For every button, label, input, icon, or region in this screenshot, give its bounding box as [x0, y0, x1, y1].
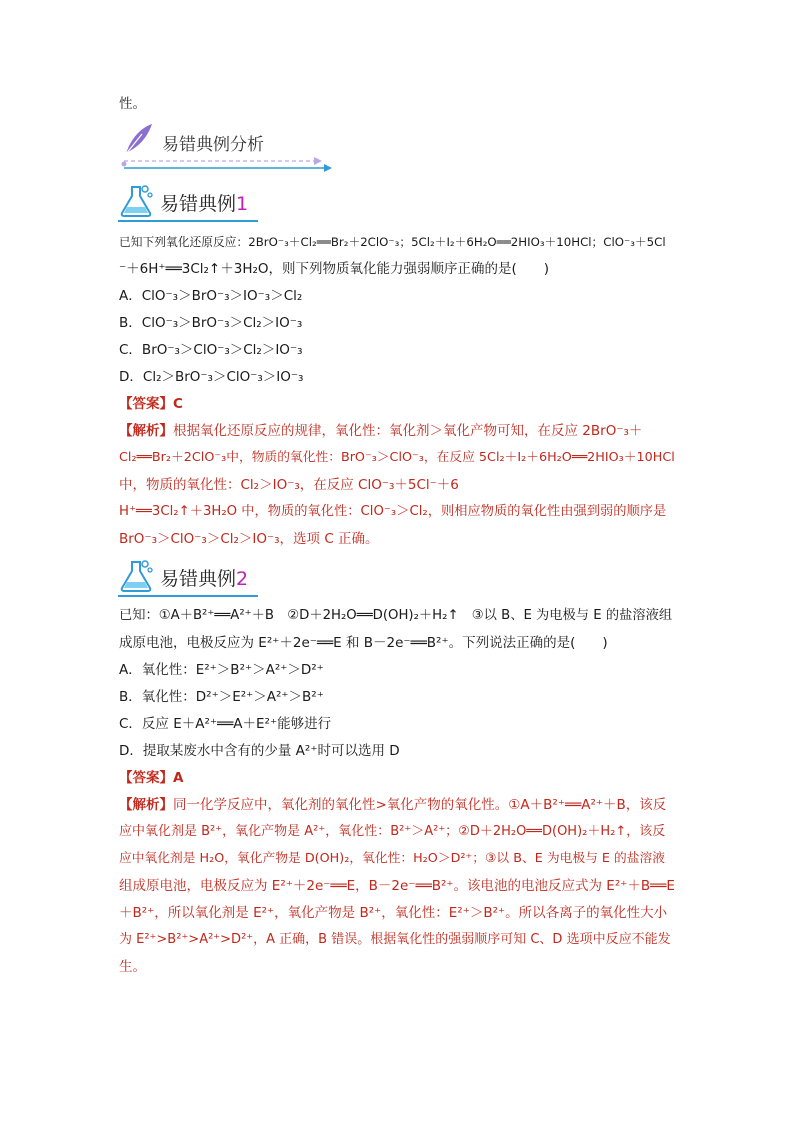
example2-answer [119, 768, 183, 788]
example1-question-line: ⁻＋6H⁺══3Cl₂↑＋3H₂O，则下列物质氧化能力强弱顺序正确的是( ) [119, 261, 550, 277]
answer-value: A [173, 770, 184, 786]
example2-option-c: C．反应 E＋A²⁺══A＋E²⁺能够进行 [119, 716, 332, 732]
example1-option-b: B．ClO⁻₃＞BrO⁻₃＞Cl₂＞IO⁻₃ [119, 315, 303, 331]
example2-question-line: 成原电池，电极反应为 E²⁺＋2e⁻══E 和 B－2e⁻══B²⁺。下列说法正确的是( ) [119, 635, 608, 651]
answer-label: 【答案】 [119, 770, 173, 786]
example2-label: 易错典例 [160, 568, 237, 590]
example1-analysis-line: 【解析】根据氧化还原反应的规律，氧化性：氧化剂＞氧化产物可知，在反应 2BrO⁻₃＋ [119, 423, 643, 439]
example2-analysis-line: 组成原电池，电极反应为 E²⁺＋2e⁻══E，B－2e⁻══B²⁺。该电池的电池反应式为 E²⁺＋B══E [119, 878, 675, 894]
analysis-label: 【解析】 [119, 423, 173, 439]
flask-icon [118, 183, 156, 219]
section-title: 易错典例分析 [162, 135, 264, 155]
example2-analysis-line: ＋B²⁺，所以氧化剂是 E²⁺，氧化产物是 B²⁺，氧化性：E²⁺＞B²⁺。所以各离子的氧化性大小 [119, 905, 668, 921]
example2-analysis-line: 应中氧化剂是 H₂O，氧化产物是 D(OH)₂，氧化性：H₂O＞D²⁺；③以 B、E 为电极与 E 的盐溶液 [119, 851, 665, 866]
analysis-label: 【解析】 [119, 797, 173, 813]
example1-analysis-line: BrO⁻₃＞ClO⁻₃＞Cl₂＞IO⁻₃，选项 C 正确。 [119, 531, 379, 547]
example2-option-b: B．氧化性：D²⁺＞E²⁺＞A²⁺＞B²⁺ [119, 689, 324, 705]
example2-underline [118, 595, 258, 597]
section-banner [118, 120, 333, 172]
example2-option-a: A．氧化性：E²⁺＞B²⁺＞A²⁺＞D²⁺ [119, 662, 324, 678]
example1-heading [118, 183, 263, 223]
example2-analysis-line: 应中氧化剂是 B²⁺，氧化产物是 A²⁺，氧化性：B²⁺＞A²⁺；②D＋2H₂O══D(OH)₂＋H₂↑，该反 [119, 824, 666, 839]
flask-icon [118, 558, 156, 594]
example1-underline [118, 220, 258, 222]
example1-label: 易错典例 [160, 193, 237, 215]
banner-arrow-line [118, 156, 333, 172]
example1-option-a: A．ClO⁻₃＞BrO⁻₃＞IO⁻₃＞Cl₂ [119, 288, 303, 304]
example1-analysis-line: Cl₂══Br₂＋2ClO⁻₃中，物质的氧化性：BrO⁻₃＞ClO⁻₃，在反应 5Cl₂＋I₂＋6H₂O══2HIO₃＋10HCl [119, 450, 675, 465]
example2-number: 2 [236, 568, 249, 590]
top-fragment: 性。 [119, 96, 146, 112]
answer-value: C [173, 396, 183, 412]
example1-option-d: D．Cl₂＞BrO⁻₃＞ClO⁻₃＞IO⁻₃ [119, 369, 304, 385]
example2-analysis-line: 【解析】同一化学反应中，氧化剂的氧化性>氧化产物的氧化性。①A＋B²⁺══A²⁺＋B，该反 [119, 797, 667, 813]
example2-analysis-line: 生。 [119, 959, 146, 975]
example1-option-c: C．BrO⁻₃＞ClO⁻₃＞Cl₂＞IO⁻₃ [119, 342, 303, 358]
example1-number: 1 [236, 193, 249, 215]
example1-analysis-line: H⁺══3Cl₂↑＋3H₂O 中，物质的氧化性：ClO⁻₃＞Cl₂，则相应物质的氧化性由强到弱的顺序是 [119, 504, 667, 519]
example2-heading [118, 558, 263, 598]
example2-question-line: 已知：①A＋B²⁺══A²⁺＋B ②D＋2H₂O══D(OH)₂＋H₂↑ ③以 B、E 为电极与 E 的盐溶液组 [119, 608, 673, 623]
answer-label: 【答案】 [119, 396, 173, 412]
example2-analysis-line: 为 E²⁺>B²⁺>A²⁺>D²⁺，A 正确，B 错误。根据氧化性的强弱顺序可知 C、D 选项中反应不能发 [119, 932, 671, 947]
example2-option-d: D．提取某废水中含有的少量 A²⁺时可以选用 D [119, 743, 400, 759]
example1-analysis-line: 中，物质的氧化性：Cl₂＞IO⁻₃，在反应 ClO⁻₃＋5Cl⁻＋6 [119, 477, 459, 493]
example1-answer [119, 394, 183, 414]
example1-question-line: 已知下列氧化还原反应：2BrO⁻₃＋Cl₂══Br₂＋2ClO⁻₃；5Cl₂＋I₂＋6H₂O══2HIO₃＋10HCl；ClO⁻₃＋5Cl [119, 235, 666, 249]
feather-icon [118, 120, 158, 160]
